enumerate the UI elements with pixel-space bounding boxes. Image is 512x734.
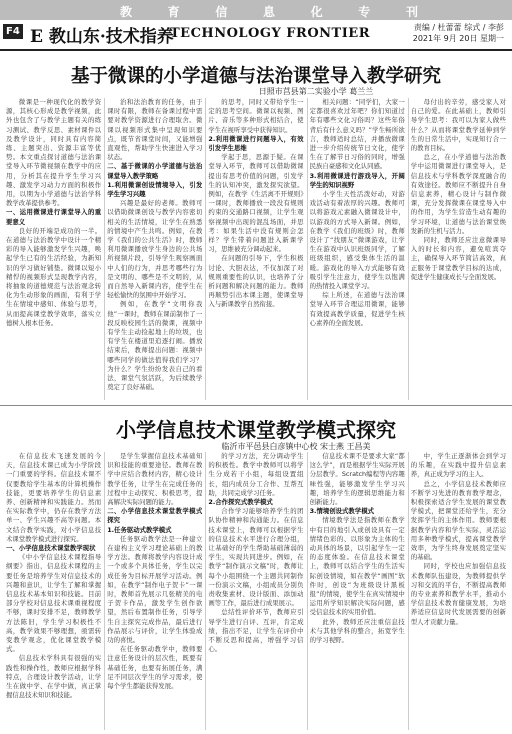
column-divider — [205, 452, 206, 730]
article2-column — [107, 452, 202, 730]
paragraph: 总结性评价环节，教师应引导学生进行自评、互评，肯定成绩，指出不足，让学生在评价中不断反思和提高，增强学习信心。 — [208, 608, 304, 654]
paragraph: 小学生天性活泼好动，对游戏活动有着浓厚的兴趣。教师可以将游戏元素融入微课设计中，以游戏的方式导入新课。例如，在教学《我们的班级》时，教师设计了“找朋友”微课游戏，让学生在游戏中认识班级同学，了解班级组织，感受集体生活的温暖。游戏化的导入方式能够有效吸引学生注意力，使学生以饱满的热情投入课堂学习。 — [309, 190, 405, 291]
editor-line: 责编 / 杜蕾蕾 综式 / 李彭 — [413, 23, 504, 32]
paragraph: 综上所述，在道德与法治课堂导入环节合理运用微课，能够有效提高教学质量，促进学生核心素养的全面发展。 — [309, 291, 405, 327]
paragraph: 兴趣是最好的老师。教师可以借助微课创设与教学内容密切相关的生活情境，让学生在熟悉的情境中产生共鸣。例如，在教学《我们的公共生活》时，教师利用微课播放学生身边的公共场所视频片段，引导学生观察画面中人们的行为，并思考哪些行为是文明的、哪些是不文明的，从而自然导入新课内容，使学生在轻松愉快的氛围中开始学习。 — [107, 199, 203, 300]
paragraph: 例如，在教学“文明你我他”一课时，教师在课前制作了一段反映校园生活的微课，视频中有学生主动捡起地上的垃圾，也有学生在楼道里追逐打闹。播放结束后，教师提出问题：视频中哪些同学的做法值得我们学习？为什么？学生纷纷发表自己的看法，课堂气氛活跃，为后续教学奠定了良好基础。 — [107, 300, 203, 392]
article1-column — [411, 98, 506, 400]
paragraph: 同时，学校也应加强信息技术教师队伍建设，为教师提供学习和交流的平台，不断提高教师的专业素养和教学水平，推动小学信息技术教育健康发展，为培养适应信息时代发展需要的创新型人才贡献力量。 — [410, 562, 506, 626]
paragraph: 的学习方法，充分调动学生的积极性。教学中教师可以将学生分成若干小组，每组设置组长，组内成员分工合作、互帮互助，共同完成学习任务。 — [208, 452, 304, 497]
paragraph: 中，学生正逐渐体会到学习的乐趣，在实践中提升信息素养，真正成为学习的主人。 — [410, 452, 506, 479]
column-title-en: TECHNOLOGY FRONTIER — [170, 26, 370, 41]
paragraph: 同时，教师还应注意微课导入的时长和内容，避免喧宾夺主，确保导入环节简洁高效，真正服务于课堂教学目标的达成，促进学生健康成长与全面发展。 — [410, 236, 506, 281]
paragraph: 在信息技术飞速发展的今天，信息技术课已成为小学阶段一门重要的学科。信息技术课不仅要教给学生基本的计算机操作技能，更要培养学生的信息素养、创新精神和实践能力。然而在实际教学中，仍存在教学方法单一、学生兴趣不高等问题。本文结合教学实践，对小学信息技术课堂教学模式进行探究。 — [6, 452, 102, 543]
paragraph: 相关问题：“同学们，大家一定都很喜欢过年吧？你们知道过年有哪些文化习俗吗？这些年俗背后有什么意义吗？”学生畅所欲言，教师适时总结，并播放微课进一步介绍传统节日文化，使学生在了解节日习俗的同时，增强民族自豪感和文化认同感。 — [309, 98, 405, 171]
paragraph: 微课是一种现代化的教学资源，其核心形成是教学视频，此外也包含了与教学主题有关的练习测试、教学反思、素材课件以及教学设计，同时具有内容简练、主题突出、资源丰富等优势。本文重点探讨道德与法治课堂导入环节微视频在教学中的应用，分析其在提升学生学习兴趣、激发学习动力方面的积极作用，以期为小学道德与法治学科教学改革提供参考。 — [6, 98, 102, 208]
date-line: 2021年 9月 20日 星期一 — [412, 34, 504, 43]
issue-meta — [413, 22, 504, 44]
column-divider — [104, 452, 105, 730]
article2-column — [6, 452, 101, 730]
article1-title: 基于微课的小学道德与法治课堂导入教学研究 — [70, 66, 441, 87]
article2-byline: 临沂市平邑县白彦镇中心校 宋士燕 王昌美 — [221, 442, 371, 451]
section-heading: 二、基于微课的小学道德与法治课堂导入教学策略 — [107, 162, 203, 180]
paragraph: 合作学习能够培养学生的团队协作精神和沟通能力。在信息技术课堂上，教师可以根据学生的信息技术水平进行合理分组，让基础好的学生帮助基础薄弱的学生，实现共同进步。例如，在教学“制作演示文稿”时，教师让每个小组围绕一个主题共同制作一份演示文稿，小组成员分别负责收集素材、设计版面、添加动画等工作，最后进行成果展示。 — [208, 507, 304, 608]
paragraph: 总之，在小学道德与法治教学中运用微课进行课堂导入，是信息技术与学科教学深度融合的有效途径。教师应不断提升自身信息素养，精心设计与制作微课，充分发挥微课在课堂导入中的作用，为学生营造生动有趣的学习环境，让道德与法治课堂焕发新的生机与活力。 — [410, 153, 506, 235]
article1-column — [208, 98, 303, 400]
section-heading: 3.情境创设式教学模式 — [309, 507, 374, 516]
column-divider — [408, 452, 409, 730]
paragraph: 母付出的辛劳，感受家人对自己的爱。在此基础上，教师引导学生思考：我可以为家人做些什么？从而将课堂教学延伸到学生的日常生活中，实现知行合一的教育目标。 — [410, 98, 506, 153]
banner-title: 教 育 信 息 化 专 刊 — [120, 5, 420, 19]
paragraph: 总之，小学信息技术教师应不断学习先进的教育教学理念，积极探索适合学生发展的课堂教学模式，把课堂还给学生，充分发挥学生的主体作用。教师要根据教学内容和学生实际，灵活运用多种教学模式，提高课堂教学效率，为学生终身发展奠定坚实的基础。 — [410, 479, 506, 562]
masthead — [0, 20, 512, 48]
paragraph: 在问题的引导下，学生积极讨论、大胆表达，不仅加深了对规则重要性的认识，也培养了分析问题和解决问题的能力。教师再顺势引出本课主题，使课堂导入与新课教学自然衔接。 — [208, 254, 304, 309]
article2-title: 小学信息技术课堂教学模式探究 — [116, 418, 396, 442]
article2-column — [208, 452, 303, 730]
paragraph: 情境教学法是指教师在教学中有目的地引入或创设具有一定情绪色彩的、以形象为主体的生动具体的场景，以引起学生一定的态度体验。在信息技术课堂上，教师可以结合学生的生活实际创设情境，如在教学“画图”软件时，创设“为班级设计黑板报”的情境，使学生在真实情境中运用所学知识解决实际问题，感受信息技术的实用价值。 — [309, 516, 405, 617]
paragraph: 信息技术学科具有很强的实践性和操作性，教师应根据学科特点，合理设计教学活动，让学生在做中学、在学中做，真正掌握信息技术知识和技能。 — [6, 654, 102, 700]
paragraph: 治和法治教育的任务，由于课时有限，教师在备课过程中需要对教学资源进行合理取舍。微课以视频形式集中呈现知识要点，既节省课堂时间，又能增强直观性，帮助学生快速进入学习状态。 — [107, 98, 203, 162]
paragraph: 任务驱动教学法是一种建立在建构主义学习理论基础上的教学方法。教师将教学内容设计成一个或多个具体任务，学生以完成任务为目标开展学习活动。例如，在教学“制作电子贺卡”一课时，教师首先展示几张精美的电子贺卡作品，激发学生创作欲望，然后布置制作任务，引导学生自主探究完成作品，最后进行作品展示与评价，让学生体验成功的喜悦。 — [107, 534, 203, 645]
section-heading: 一、运用微课进行课堂导入的重要意义 — [6, 208, 102, 226]
paragraph: 此外，教师还应注重信息技术与其他学科的整合，拓宽学生的学习视野。 — [309, 617, 405, 645]
column-title: E 教山东·技术指养 — [30, 27, 174, 47]
section-heading: 3.利用微课进行游戏导入，开阔学生的知识视野 — [309, 171, 405, 189]
section-heading: 一、小学信息技术课堂教学现状 — [6, 544, 96, 553]
paragraph: 信息技术课不是要求大家“都这么学”，而是根据学生实际开展分层教学。Scratch编程等内容趣味性强，能够激发学生学习兴趣，培养学生的逻辑思维能力和创新能力。 — [309, 452, 405, 507]
paragraph: 《中小学信息技术课程指导纲要》指出，信息技术课程的主要任务是培养学生对信息技术的兴趣和意识，让学生了解和掌握信息技术基本知识和技能。目前部分学校对信息技术课重视程度不够，课时安排不足，教师教学方法陈旧，学生学习积极性不高，教学效果不够理想，亟需转变教学观念，优化课堂教学模式。 — [6, 553, 102, 654]
page-number: F4 — [3, 24, 23, 39]
paragraph: 是学生掌握信息技术基础知识和技能的重要途径。教师在教学中应结合教材内容，精心设计教学任务，让学生在完成任务的过程中主动探究、积极思考，提高解决实际问题的能力。 — [107, 452, 203, 507]
article-separator — [0, 405, 512, 406]
paragraph: 的思考，同时又带给学生一定的思考空间。微课以视频、图片、音乐等多种形式相结合，使学生在视听享受中获得知识。 — [208, 98, 304, 134]
article1-column — [6, 98, 101, 400]
column-divider — [307, 452, 308, 730]
article1-byline: 日照市莒县第二实验小学 葛兰兰 — [258, 87, 374, 96]
article2-column — [310, 452, 405, 730]
column-divider — [408, 98, 409, 400]
section-heading: 1.利用微课创设情境导入，引发学生学习兴趣 — [107, 180, 203, 199]
column-divider — [104, 98, 105, 400]
paragraph: 在任务驱动教学中，教师要注意任务设计的层次性，既要有基础任务，也要有拓展任务，满足不同层次学生的学习需求，使每个学生都能获得发展。 — [107, 645, 203, 691]
section-heading: 1.任务驱动式教学模式 — [107, 525, 172, 534]
masthead-rule — [0, 49, 512, 51]
section-heading: 2.合作探究式教学模式 — [208, 498, 273, 507]
column-divider — [205, 98, 206, 400]
top-banner — [0, 0, 512, 20]
paragraph: 良好的开端是成功的一半。在道德与法治教学中设计一个精彩的导入能够激发学生兴趣，唤起学生已有的生活经验，为新知识的学习做好铺垫。微课以短小精悍的视频形式呈现教学内容，将抽象的道德规范与法治观念转化为生动形象的画面，有利于学生在情境中感知、体验与思考，从而提高课堂教学效率，落实立德树人根本任务。 — [6, 226, 102, 327]
article1-column — [107, 98, 202, 400]
article1-column — [310, 98, 405, 400]
article2-column — [411, 452, 506, 730]
section-heading: 2.利用微课进行问题导入，有效引发学生思维 — [208, 134, 304, 153]
paragraph: 学起于思，思源于疑。在课堂导入环节，教师可以借助微课提出有思考价值的问题，引发学生的认知冲突，激发探究欲望。例如，在教学《生活离不开规则》一课时，教师播放一段没有规则约束的交通路口视频，让学生观察视频中出现的混乱场面，并思考：如果生活中没有规则会怎样？学生带着问题进入新课学习，思维被充分调动起来。 — [208, 153, 304, 254]
section-heading: 二、小学信息技术课堂教学模式探究 — [107, 507, 203, 525]
column-divider — [307, 98, 308, 400]
